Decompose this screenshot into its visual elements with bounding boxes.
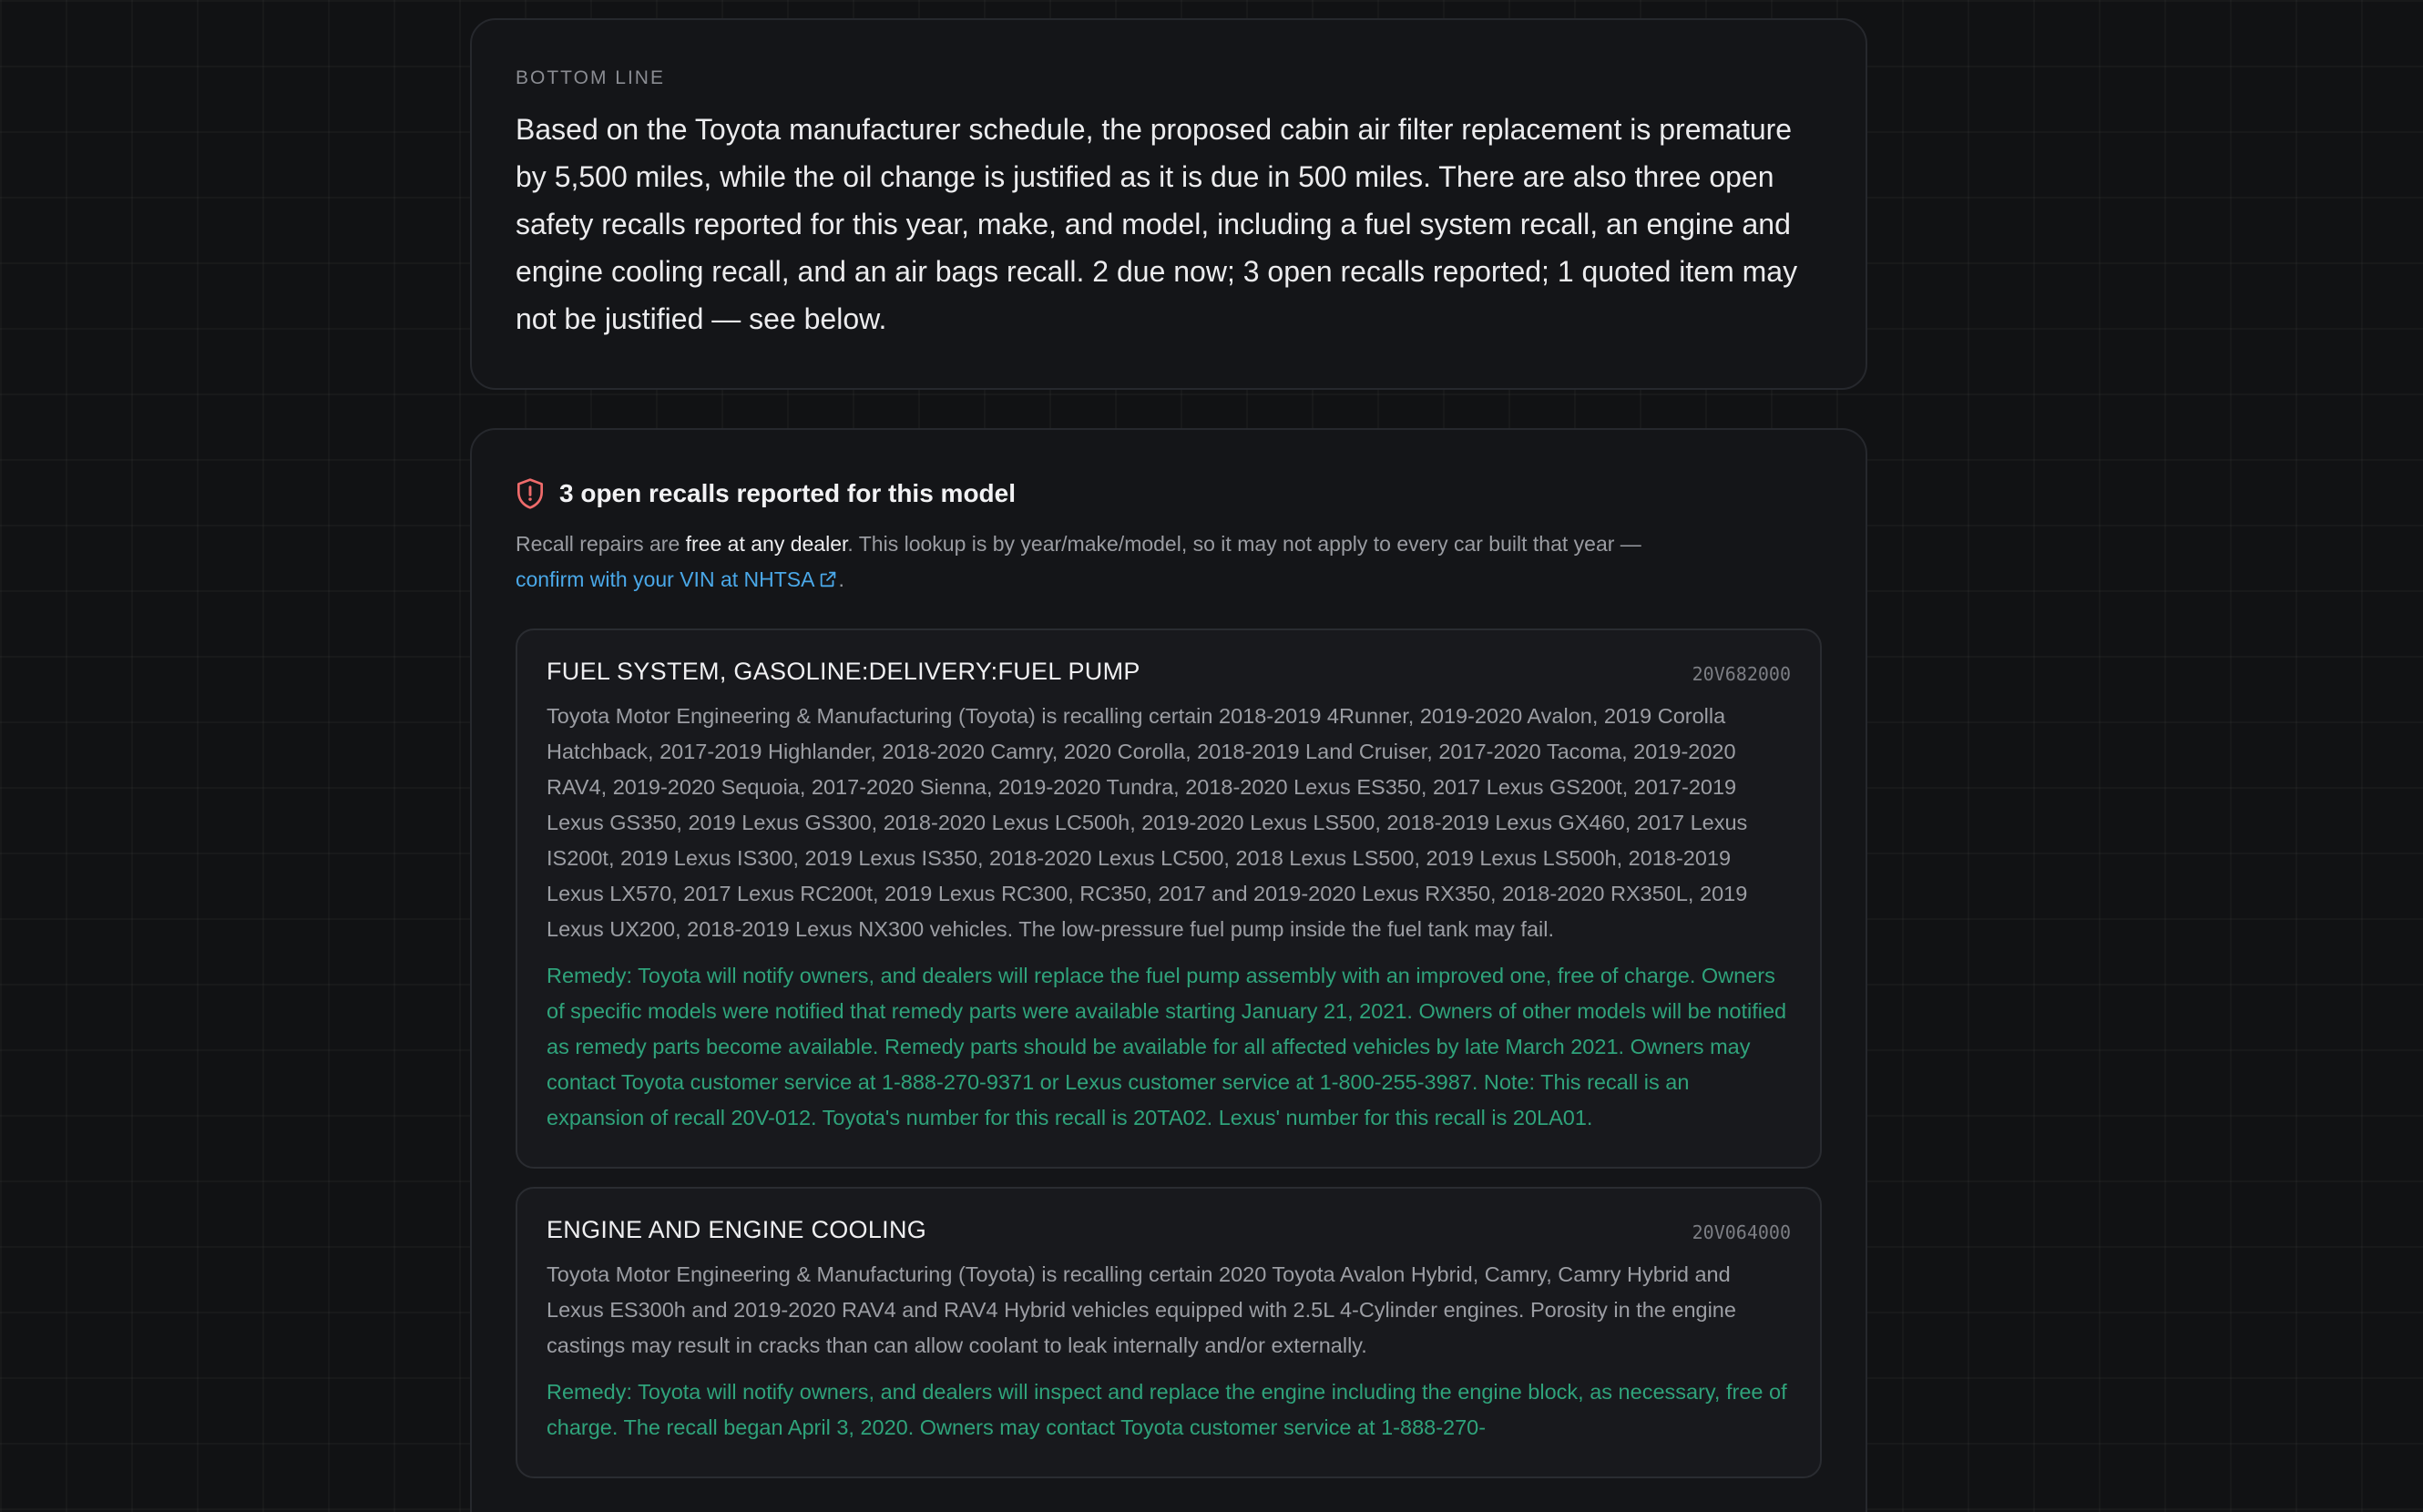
content-column [470,18,1867,1512]
recalls-note-prefix: Recall repairs are [516,532,686,556]
recall-component: FUEL SYSTEM, GASOLINE:DELIVERY:FUEL PUMP [547,658,1140,685]
bottom-line-eyebrow: BOTTOM LINE [516,67,665,88]
recalls-card [470,428,1867,1512]
recall-summary: Toyota Motor Engineering & Manufacturing (Toyota) is recalling certain 2018-2019 4Runner, 2019-2020 Avalon, 2019 Corolla Hatchback, 2017-2019 Highlander, 2018-2020 Camry, 2020 Corolla, 2018-2019 Land Cruiser, 2017-2020 Tacoma, 2019-2020 RAV4, 2019-2020 Sequoia, 2017-2020 Sienna, 2019-2020 Tundra, 2018-2020 Lexus ES350, 2017 Lexus GS200t, 2017-2019 Lexus GS350, 2019 Lexus GS300, 2018-2020 Lexus LC500h, 2019-2020 Lexus LS500, 2018-2019 Lexus GX460, 2017 Lexus IS200t, 2019 Lexus IS300, 2019 Lexus IS350, 2018-2020 Lexus LC500, 2018 Lexus LS500, 2019 Lexus LS500h, 2018-2019 Lexus LX570, 2017 Lexus RC200t, 2019 Lexus RC300, RC350, 2017 and 2019-2020 Lexus RX350, 2018-2020 RX350L, 2019 Lexus UX200, 2018-2019 Lexus NX300 vehicles. The low-pressure fuel pump inside the fuel tank may fail. [547,704,1748,941]
recalls-note [516,526,1822,598]
recall-campaign-id: 20V064000 [1692,1221,1791,1243]
recalls-note-suffix: . This lookup is by year/make/model, so it may not apply to every car built that year — [847,532,1641,556]
recalls-note-end: . [838,567,844,591]
nhtsa-vin-link[interactable] [516,567,838,591]
recalls-note-free: free at any dealer [685,532,848,556]
external-link-icon [818,569,838,589]
recall-campaign-id: 20V682000 [1692,663,1791,685]
nhtsa-vin-link-label: confirm with your VIN at NHTSA [516,567,815,591]
bottom-line-card [470,18,1867,390]
recall-summary: Toyota Motor Engineering & Manufacturing (Toyota) is recalling certain 2020 Toyota Avalon Hybrid, Camry, Camry Hybrid and Lexus ES300h and 2019-2020 RAV4 and RAV4 Hybrid vehicles equipped with 2.5L 4-Cylinder engines. Porosity in the engine castings may result in cracks than can allow coolant to leak internally and/or externally. [547,1262,1736,1357]
recall-remedy: Remedy: Toyota will notify owners, and dealers will inspect and replace the engine including the engine block, as necessary, free of charge. The recall began April 3, 2020. Owners may contact Toyota customer service at 1-888-270- [547,1380,1787,1439]
recall-item-header [547,658,1791,686]
bottom-line-text: Based on the Toyota manufacturer schedule, the proposed cabin air filter replacement is premature by 5,500 miles, while the oil change is justified as it is due in 500 miles. There are also three open safety recalls reported for this year, make, and model, including a fuel system recall, an engine and engine cooling recall, and an air bags recall. 2 due now; 3 open recalls reported; 1 quoted item may not be justified — see below. [516,113,1798,335]
recall-remedy: Remedy: Toyota will notify owners, and dealers will replace the fuel pump assembly with an improved one, free of charge. Owners of specific models were notified that remedy parts were available starting January 21, 2021. Owners of other models will be notified as remedy parts become available. Remedy parts should be available for all affected vehicles by late March 2021. Owners may contact Toyota customer service at 1-888-270-9371 or Lexus customer service at 1-800-255-3987. Note: This recall is an expansion of recall 20V-012. Toyota's number for this recall is 20TA02. Lexus' number for this recall is 20LA01. [547,964,1787,1129]
shield-alert-icon [516,477,545,510]
recall-item [516,1187,1822,1478]
recalls-header [516,477,1822,510]
recall-component: ENGINE AND ENGINE COOLING [547,1216,927,1243]
recalls-title: 3 open recalls reported for this model [559,479,1017,507]
recall-item-header [547,1216,1791,1244]
recall-item [516,628,1822,1169]
